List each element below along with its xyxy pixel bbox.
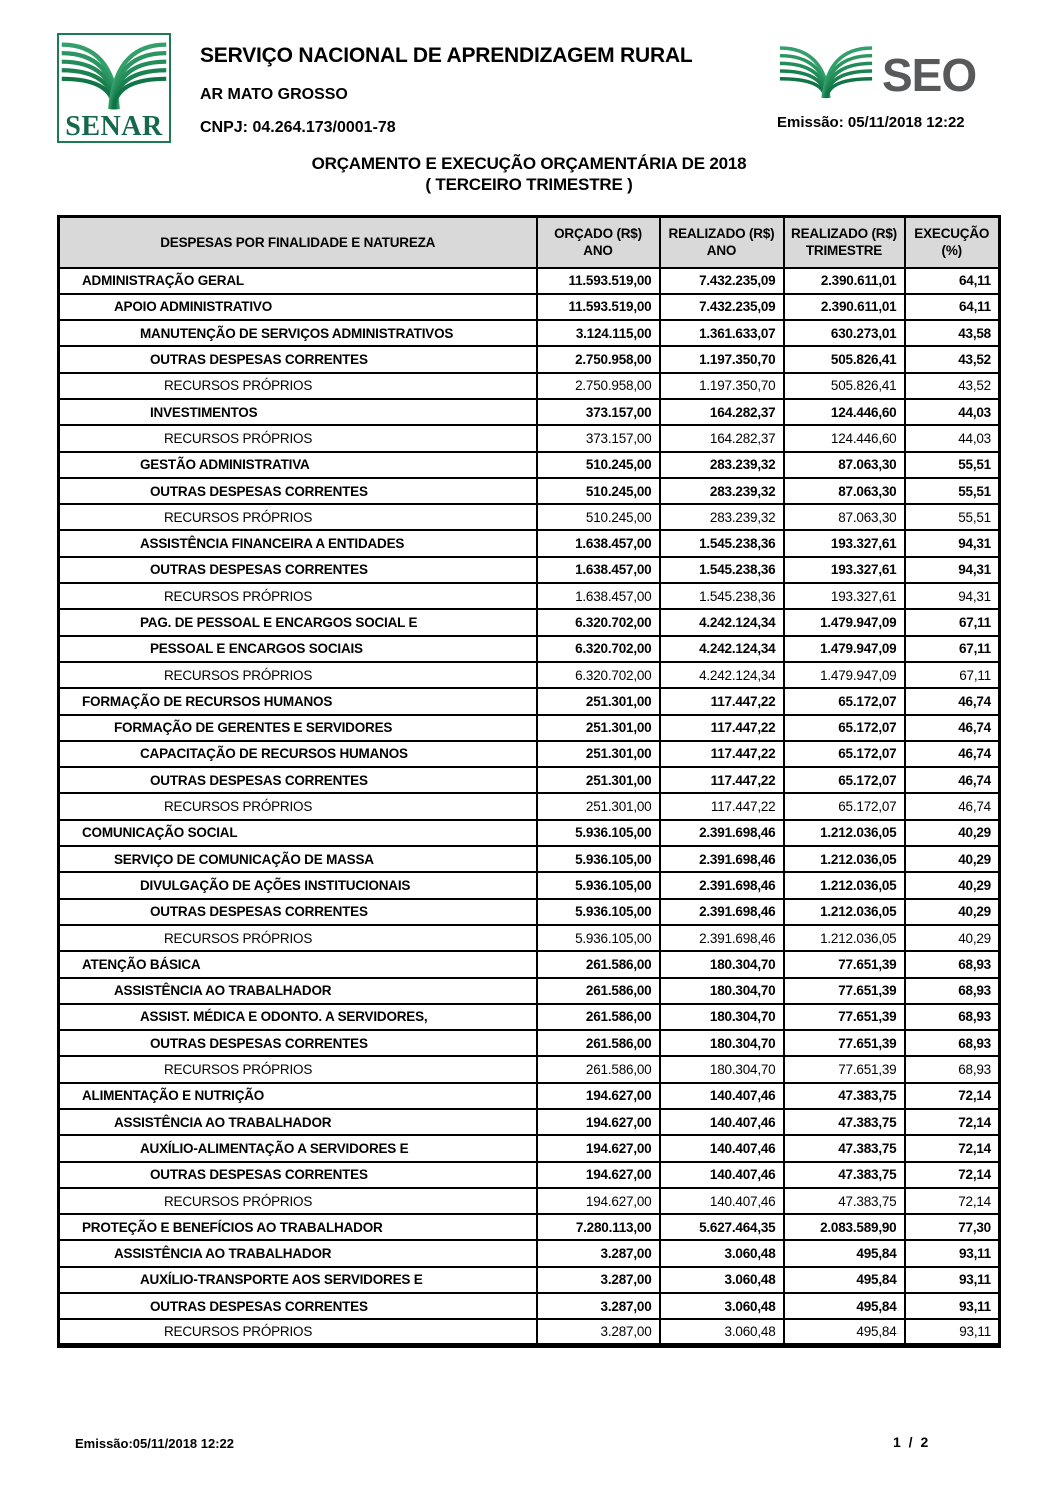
realizado-trimestre-cell: 65.172,07 (784, 688, 905, 714)
table-row (59, 609, 1000, 635)
realizado-trimestre-cell: 1.212.036,05 (784, 925, 905, 951)
expense-label-cell: ASSISTÊNCIA AO TRABALHADOR (59, 978, 537, 1004)
realizado-trimestre-cell: 193.327,61 (784, 530, 905, 556)
expense-label-cell: OUTRAS DESPESAS CORRENTES (59, 346, 537, 372)
table-row (59, 846, 1000, 872)
execucao-cell: 64,11 (905, 294, 1000, 320)
realizado-ano-cell: 180.304,70 (660, 1004, 784, 1030)
orcado-ano-cell: 11.593.519,00 (537, 294, 660, 320)
realizado-ano-cell: 2.391.698,46 (660, 846, 784, 872)
table-row (59, 320, 1000, 346)
orcado-ano-cell: 1.638.457,00 (537, 557, 660, 583)
expense-label-cell: COMUNICAÇÃO SOCIAL (59, 820, 537, 846)
execucao-cell: 46,74 (905, 715, 1000, 741)
realizado-trimestre-cell: 47.383,75 (784, 1109, 905, 1135)
realizado-trimestre-cell: 630.273,01 (784, 320, 905, 346)
expense-label-cell: OUTRAS DESPESAS CORRENTES (59, 767, 537, 793)
realizado-trimestre-cell: 495,84 (784, 1319, 905, 1345)
realizado-trimestre-cell: 1.479.947,09 (784, 636, 905, 662)
seo-arcs-icon (778, 42, 874, 107)
execucao-cell: 40,29 (905, 820, 1000, 846)
expense-label-cell: RECURSOS PRÓPRIOS (59, 793, 537, 819)
execucao-cell: 46,74 (905, 767, 1000, 793)
table-row (59, 373, 1000, 399)
table-row (59, 452, 1000, 478)
execucao-cell: 64,11 (905, 268, 1000, 294)
table-row (59, 741, 1000, 767)
realizado-ano-cell: 1.197.350,70 (660, 373, 784, 399)
realizado-ano-cell: 2.391.698,46 (660, 872, 784, 898)
expense-label-cell: RECURSOS PRÓPRIOS (59, 1056, 537, 1082)
execucao-cell: 72,14 (905, 1162, 1000, 1188)
orcado-ano-cell: 251.301,00 (537, 793, 660, 819)
report-title-line2: ( TERCEIRO TRIMESTRE ) (425, 175, 633, 194)
execucao-cell: 68,93 (905, 1030, 1000, 1056)
orcado-ano-cell: 2.750.958,00 (537, 346, 660, 372)
orcado-ano-cell: 251.301,00 (537, 688, 660, 714)
table-row (59, 1240, 1000, 1266)
table-row (59, 1004, 1000, 1030)
execucao-cell: 72,14 (905, 1109, 1000, 1135)
expense-label-cell: ATENÇÃO BÁSICA (59, 951, 537, 977)
orcado-ano-cell: 261.586,00 (537, 1004, 660, 1030)
execucao-cell: 94,31 (905, 530, 1000, 556)
realizado-trimestre-cell: 65.172,07 (784, 793, 905, 819)
realizado-trimestre-cell: 47.383,75 (784, 1135, 905, 1161)
realizado-ano-cell: 180.304,70 (660, 1056, 784, 1082)
table-row (59, 1083, 1000, 1109)
realizado-ano-cell: 140.407,46 (660, 1109, 784, 1135)
realizado-trimestre-cell: 2.390.611,01 (784, 268, 905, 294)
footer-emission: Emissão:05/11/2018 12:22 (75, 1436, 235, 1451)
realizado-trimestre-cell: 193.327,61 (784, 583, 905, 609)
orcado-ano-cell: 373.157,00 (537, 399, 660, 425)
execucao-cell: 67,11 (905, 662, 1000, 688)
expense-label-cell: RECURSOS PRÓPRIOS (59, 373, 537, 399)
orcado-ano-cell: 1.638.457,00 (537, 530, 660, 556)
table-row (59, 925, 1000, 951)
realizado-trimestre-cell: 65.172,07 (784, 767, 905, 793)
expense-label-cell: GESTÃO ADMINISTRATIVA (59, 452, 537, 478)
realizado-ano-cell: 1.361.633,07 (660, 320, 784, 346)
col-header-realizado-ano: REALIZADO (R$) ANO (660, 217, 784, 268)
table-row (59, 1319, 1000, 1345)
realizado-trimestre-cell: 77.651,39 (784, 1004, 905, 1030)
realizado-ano-cell: 117.447,22 (660, 793, 784, 819)
expense-label-cell: CAPACITAÇÃO DE RECURSOS HUMANOS (59, 741, 537, 767)
expense-label-cell: PAG. DE PESSOAL E ENCARGOS SOCIAL E (59, 609, 537, 635)
realizado-ano-cell: 283.239,32 (660, 478, 784, 504)
table-row (59, 268, 1000, 294)
col-header-despesas: DESPESAS POR FINALIDADE E NATUREZA (59, 217, 537, 268)
orcado-ano-cell: 5.936.105,00 (537, 925, 660, 951)
realizado-ano-cell: 140.407,46 (660, 1162, 784, 1188)
table-header-row (59, 217, 1000, 268)
orcado-ano-cell: 6.320.702,00 (537, 636, 660, 662)
org-unit: AR MATO GROSSO (200, 86, 348, 103)
orcado-ano-cell: 194.627,00 (537, 1162, 660, 1188)
expense-label-cell: ASSIST. MÉDICA E ODONTO. A SERVIDORES, (59, 1004, 537, 1030)
realizado-ano-cell: 4.242.124,34 (660, 609, 784, 635)
expense-label-cell: MANUTENÇÃO DE SERVIÇOS ADMINISTRATIVOS (59, 320, 537, 346)
realizado-ano-cell: 117.447,22 (660, 741, 784, 767)
expense-label-cell: OUTRAS DESPESAS CORRENTES (59, 899, 537, 925)
orcado-ano-cell: 261.586,00 (537, 1030, 660, 1056)
execucao-cell: 77,30 (905, 1214, 1000, 1240)
orcado-ano-cell: 194.627,00 (537, 1083, 660, 1109)
expense-label-cell: ASSISTÊNCIA FINANCEIRA A ENTIDADES (59, 530, 537, 556)
orcado-ano-cell: 261.586,00 (537, 978, 660, 1004)
expense-label-cell: FORMAÇÃO DE RECURSOS HUMANOS (59, 688, 537, 714)
orcado-ano-cell: 510.245,00 (537, 478, 660, 504)
realizado-ano-cell: 164.282,37 (660, 425, 784, 451)
execucao-cell: 44,03 (905, 425, 1000, 451)
expense-label-cell: DIVULGAÇÃO DE AÇÕES INSTITUCIONAIS (59, 872, 537, 898)
expense-label-cell: OUTRAS DESPESAS CORRENTES (59, 1030, 537, 1056)
org-name: SERVIÇO NACIONAL DE APRENDIZAGEM RURAL (200, 44, 693, 67)
execucao-cell: 94,31 (905, 557, 1000, 583)
orcado-ano-cell: 3.124.115,00 (537, 320, 660, 346)
table-row (59, 662, 1000, 688)
table-row (59, 583, 1000, 609)
table-row (59, 636, 1000, 662)
realizado-ano-cell: 3.060,48 (660, 1319, 784, 1345)
realizado-ano-cell: 180.304,70 (660, 951, 784, 977)
table-row (59, 872, 1000, 898)
realizado-trimestre-cell: 65.172,07 (784, 715, 905, 741)
execucao-cell: 68,93 (905, 951, 1000, 977)
table-row (59, 767, 1000, 793)
table-row (59, 1056, 1000, 1082)
realizado-ano-cell: 117.447,22 (660, 767, 784, 793)
orcado-ano-cell: 510.245,00 (537, 452, 660, 478)
realizado-trimestre-cell: 65.172,07 (784, 741, 905, 767)
realizado-ano-cell: 283.239,32 (660, 504, 784, 530)
realizado-ano-cell: 1.545.238,36 (660, 583, 784, 609)
table-row (59, 688, 1000, 714)
realizado-trimestre-cell: 495,84 (784, 1240, 905, 1266)
orcado-ano-cell: 3.287,00 (537, 1240, 660, 1266)
expense-label-cell: OUTRAS DESPESAS CORRENTES (59, 1293, 537, 1319)
realizado-trimestre-cell: 47.383,75 (784, 1188, 905, 1214)
expense-label-cell: RECURSOS PRÓPRIOS (59, 425, 537, 451)
execucao-cell: 72,14 (905, 1188, 1000, 1214)
realizado-trimestre-cell: 1.212.036,05 (784, 899, 905, 925)
realizado-ano-cell: 3.060,48 (660, 1293, 784, 1319)
table-row (59, 715, 1000, 741)
table-row (59, 1214, 1000, 1240)
orcado-ano-cell: 11.593.519,00 (537, 268, 660, 294)
table-row (59, 793, 1000, 819)
execucao-cell: 40,29 (905, 899, 1000, 925)
expense-label-cell: ADMINISTRAÇÃO GERAL (59, 268, 537, 294)
table-row (59, 1109, 1000, 1135)
execucao-cell: 93,11 (905, 1319, 1000, 1345)
realizado-ano-cell: 140.407,46 (660, 1188, 784, 1214)
expense-label-cell: ASSISTÊNCIA AO TRABALHADOR (59, 1240, 537, 1266)
realizado-trimestre-cell: 87.063,30 (784, 504, 905, 530)
expense-label-cell: PESSOAL E ENCARGOS SOCIAIS (59, 636, 537, 662)
realizado-ano-cell: 2.391.698,46 (660, 820, 784, 846)
realizado-ano-cell: 2.391.698,46 (660, 925, 784, 951)
realizado-ano-cell: 164.282,37 (660, 399, 784, 425)
realizado-trimestre-cell: 87.063,30 (784, 452, 905, 478)
orcado-ano-cell: 5.936.105,00 (537, 820, 660, 846)
orcado-ano-cell: 5.936.105,00 (537, 872, 660, 898)
table-row (59, 399, 1000, 425)
emission-timestamp: Emissão: 05/11/2018 12:22 (777, 114, 965, 131)
realizado-ano-cell: 283.239,32 (660, 452, 784, 478)
realizado-trimestre-cell: 505.826,41 (784, 373, 905, 399)
table-row (59, 530, 1000, 556)
realizado-trimestre-cell: 1.212.036,05 (784, 820, 905, 846)
realizado-ano-cell: 4.242.124,34 (660, 662, 784, 688)
execucao-cell: 67,11 (905, 609, 1000, 635)
report-title (0, 153, 1058, 195)
execucao-cell: 93,11 (905, 1267, 1000, 1293)
table-row (59, 478, 1000, 504)
realizado-ano-cell: 1.545.238,36 (660, 557, 784, 583)
orcado-ano-cell: 2.750.958,00 (537, 373, 660, 399)
expense-label-cell: RECURSOS PRÓPRIOS (59, 1319, 537, 1345)
expense-label-cell: FORMAÇÃO DE GERENTES E SERVIDORES (59, 715, 537, 741)
senar-arcs-icon (59, 35, 169, 113)
orcado-ano-cell: 261.586,00 (537, 951, 660, 977)
orcado-ano-cell: 3.287,00 (537, 1267, 660, 1293)
realizado-ano-cell: 5.627.464,35 (660, 1214, 784, 1240)
orcado-ano-cell: 261.586,00 (537, 1056, 660, 1082)
realizado-ano-cell: 1.545.238,36 (660, 530, 784, 556)
execucao-cell: 67,11 (905, 636, 1000, 662)
execucao-cell: 46,74 (905, 793, 1000, 819)
orcado-ano-cell: 251.301,00 (537, 715, 660, 741)
realizado-trimestre-cell: 495,84 (784, 1267, 905, 1293)
orcado-ano-cell: 6.320.702,00 (537, 662, 660, 688)
expense-label-cell: RECURSOS PRÓPRIOS (59, 1188, 537, 1214)
execucao-cell: 46,74 (905, 688, 1000, 714)
budget-table (57, 215, 1001, 1348)
orcado-ano-cell: 5.936.105,00 (537, 846, 660, 872)
expense-label-cell: ALIMENTAÇÃO E NUTRIÇÃO (59, 1083, 537, 1109)
execucao-cell: 40,29 (905, 925, 1000, 951)
expense-label-cell: APOIO ADMINISTRATIVO (59, 294, 537, 320)
col-header-execucao: EXECUÇÃO (%) (905, 217, 1000, 268)
expense-label-cell: OUTRAS DESPESAS CORRENTES (59, 1162, 537, 1188)
realizado-trimestre-cell: 77.651,39 (784, 978, 905, 1004)
col-header-realizado-trimestre: REALIZADO (R$) TRIMESTRE (784, 217, 905, 268)
orcado-ano-cell: 373.157,00 (537, 425, 660, 451)
table-row (59, 1030, 1000, 1056)
senar-logo-text: SENAR (65, 111, 163, 142)
expense-label-cell: RECURSOS PRÓPRIOS (59, 925, 537, 951)
execucao-cell: 68,93 (905, 1056, 1000, 1082)
realizado-trimestre-cell: 505.826,41 (784, 346, 905, 372)
orcado-ano-cell: 194.627,00 (537, 1135, 660, 1161)
realizado-trimestre-cell: 1.479.947,09 (784, 662, 905, 688)
orcado-ano-cell: 194.627,00 (537, 1188, 660, 1214)
execucao-cell: 94,31 (905, 583, 1000, 609)
table-row (59, 820, 1000, 846)
orcado-ano-cell: 3.287,00 (537, 1319, 660, 1345)
expense-label-cell: AUXÍLIO-ALIMENTAÇÃO A SERVIDORES E (59, 1135, 537, 1161)
realizado-trimestre-cell: 1.212.036,05 (784, 846, 905, 872)
execucao-cell: 46,74 (905, 741, 1000, 767)
realizado-trimestre-cell: 77.651,39 (784, 951, 905, 977)
orcado-ano-cell: 7.280.113,00 (537, 1214, 660, 1240)
execucao-cell: 93,11 (905, 1240, 1000, 1266)
table-row (59, 346, 1000, 372)
expense-label-cell: SERVIÇO DE COMUNICAÇÃO DE MASSA (59, 846, 537, 872)
table-row (59, 1162, 1000, 1188)
execucao-cell: 40,29 (905, 846, 1000, 872)
realizado-trimestre-cell: 47.383,75 (784, 1162, 905, 1188)
orcado-ano-cell: 6.320.702,00 (537, 609, 660, 635)
execucao-cell: 72,14 (905, 1083, 1000, 1109)
realizado-trimestre-cell: 124.446,60 (784, 399, 905, 425)
table-row (59, 294, 1000, 320)
realizado-ano-cell: 2.391.698,46 (660, 899, 784, 925)
org-cnpj: CNPJ: 04.264.173/0001-78 (200, 119, 396, 136)
execucao-cell: 72,14 (905, 1135, 1000, 1161)
execucao-cell: 40,29 (905, 872, 1000, 898)
table-row (59, 1293, 1000, 1319)
table-row (59, 951, 1000, 977)
realizado-trimestre-cell: 2.083.589,90 (784, 1214, 905, 1240)
execucao-cell: 43,52 (905, 373, 1000, 399)
realizado-trimestre-cell: 77.651,39 (784, 1056, 905, 1082)
realizado-ano-cell: 7.432.235,09 (660, 294, 784, 320)
table-row (59, 504, 1000, 530)
senar-logo (57, 33, 171, 143)
realizado-trimestre-cell: 495,84 (784, 1293, 905, 1319)
orcado-ano-cell: 194.627,00 (537, 1109, 660, 1135)
execucao-cell: 44,03 (905, 399, 1000, 425)
realizado-trimestre-cell: 2.390.611,01 (784, 294, 905, 320)
table-row (59, 978, 1000, 1004)
execucao-cell: 68,93 (905, 978, 1000, 1004)
execucao-cell: 43,58 (905, 320, 1000, 346)
expense-label-cell: RECURSOS PRÓPRIOS (59, 583, 537, 609)
table-row (59, 1188, 1000, 1214)
realizado-ano-cell: 3.060,48 (660, 1267, 784, 1293)
realizado-trimestre-cell: 47.383,75 (784, 1083, 905, 1109)
expense-label-cell: RECURSOS PRÓPRIOS (59, 662, 537, 688)
execucao-cell: 43,52 (905, 346, 1000, 372)
execucao-cell: 55,51 (905, 452, 1000, 478)
realizado-ano-cell: 1.197.350,70 (660, 346, 784, 372)
expense-label-cell: PROTEÇÃO E BENEFÍCIOS AO TRABALHADOR (59, 1214, 537, 1240)
orcado-ano-cell: 510.245,00 (537, 504, 660, 530)
realizado-ano-cell: 4.242.124,34 (660, 636, 784, 662)
realizado-ano-cell: 117.447,22 (660, 688, 784, 714)
realizado-ano-cell: 140.407,46 (660, 1083, 784, 1109)
orcado-ano-cell: 5.936.105,00 (537, 899, 660, 925)
table-row (59, 1135, 1000, 1161)
orcado-ano-cell: 1.638.457,00 (537, 583, 660, 609)
table-row (59, 557, 1000, 583)
orcado-ano-cell: 251.301,00 (537, 741, 660, 767)
realizado-trimestre-cell: 87.063,30 (784, 478, 905, 504)
orcado-ano-cell: 3.287,00 (537, 1293, 660, 1319)
realizado-ano-cell: 180.304,70 (660, 1030, 784, 1056)
report-title-line1: ORÇAMENTO E EXECUÇÃO ORÇAMENTÁRIA DE 2018 (311, 154, 747, 173)
expense-label-cell: OUTRAS DESPESAS CORRENTES (59, 557, 537, 583)
table-row (59, 1267, 1000, 1293)
seo-logo-text: SEO (882, 48, 977, 101)
realizado-trimestre-cell: 124.446,60 (784, 425, 905, 451)
expense-label-cell: ASSISTÊNCIA AO TRABALHADOR (59, 1109, 537, 1135)
realizado-trimestre-cell: 77.651,39 (784, 1030, 905, 1056)
realizado-trimestre-cell: 1.479.947,09 (784, 609, 905, 635)
execucao-cell: 68,93 (905, 1004, 1000, 1030)
table-row (59, 425, 1000, 451)
realizado-ano-cell: 140.407,46 (660, 1135, 784, 1161)
expense-label-cell: OUTRAS DESPESAS CORRENTES (59, 478, 537, 504)
col-header-orcado: ORÇADO (R$) ANO (537, 217, 660, 268)
seo-logo (778, 42, 976, 107)
realizado-trimestre-cell: 193.327,61 (784, 557, 905, 583)
realizado-trimestre-cell: 1.212.036,05 (784, 872, 905, 898)
realizado-ano-cell: 180.304,70 (660, 978, 784, 1004)
footer-page-number: 1 / 2 (893, 1434, 931, 1450)
table-row (59, 899, 1000, 925)
execucao-cell: 93,11 (905, 1293, 1000, 1319)
execucao-cell: 55,51 (905, 504, 1000, 530)
expense-label-cell: AUXÍLIO-TRANSPORTE AOS SERVIDORES E (59, 1267, 537, 1293)
realizado-ano-cell: 7.432.235,09 (660, 268, 784, 294)
expense-label-cell: RECURSOS PRÓPRIOS (59, 504, 537, 530)
expense-label-cell: INVESTIMENTOS (59, 399, 537, 425)
realizado-ano-cell: 3.060,48 (660, 1240, 784, 1266)
orcado-ano-cell: 251.301,00 (537, 767, 660, 793)
execucao-cell: 55,51 (905, 478, 1000, 504)
realizado-ano-cell: 117.447,22 (660, 715, 784, 741)
